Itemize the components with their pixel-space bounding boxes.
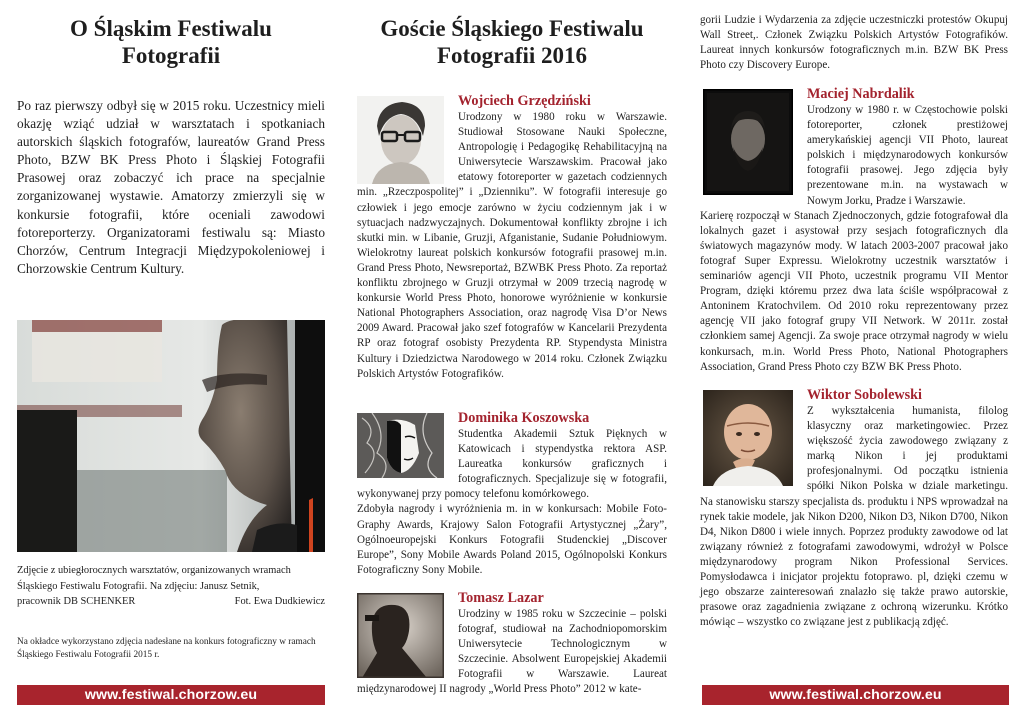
guest-portrait	[357, 593, 444, 678]
guest-bio-text: Urodziny w 1985 roku w Szczecinie – polski fotograf, studiował na Zachodniopomorskim Uniwersytecie Technologicznym w Szczecinie. Absolwent Europejskiej Akademii Fotografii w Warszawie. Laureat międzynarodowej II nagrody „World Press Photo” 2012 w kate-	[357, 608, 667, 696]
right-column	[700, 0, 1008, 724]
guest-bio	[700, 86, 1008, 375]
guest-bio-text: Z wykształcenia humanista, filolog klasyczny oraz marketingowiec. Przez większość życia zawodowego związany z marką Nikon i jej produktami profesjonalnymi. Od początku istnienia spółki Nikon Polska w dziale marketingu. Na stanowisku starszy specjalista ds. produktu i NPS wprowadzał na rynek takie modele, jak Nikon D200, Nikon D3, Nikon D700, Nikon D4, Nikon D800 i wiele innych. Poprzez produkty zawodowe od lat związany również z fotografami zawodowymi, wdrożył w Polsce międzynarodowy program Nikon Professional Services. Pomysłodawca i inicjator projektu fotoprawo. pl, dzięki czemu w jego obszarze zainteresowań znalazło się także prawo autorskie, prasowe oraz zagadnienia związane z ochroną wizerunku. Krótko mówiąc – wszystko co związane jest z publikacją zdjęć.	[700, 405, 1008, 629]
guest-portrait	[703, 390, 793, 486]
guest-bio-text: Studentka Akademii Sztuk Pięknych w Katowicach i stypendystka rektora ASP. Laureatka konkursów graficznych i fotograficznych. Specjalizuje się w fotografii, wykonywanej przy pomocy telefonu komórkowego.	[357, 428, 667, 501]
guest-name: Maciej Nabrdalik	[807, 86, 915, 102]
guest-bio	[357, 410, 667, 578]
guest-bio	[700, 387, 1008, 630]
photo-credit: Fot. Ewa Dudkiewicz	[234, 596, 325, 607]
photo-caption: Zdjęcie z ubiegłorocznych warsztatów, organizowanych wramach Śląskiego Festiwalu Fotografii. Na zdjęciu: Janusz Setnik, pracownik DB SCHENKER Fot. Ewa Dudkiewicz	[17, 563, 325, 610]
guest-portrait	[357, 96, 444, 184]
cover-note: Na okładce wykorzystano zdjęcia nadesłane na konkurs fotograficzny w ramach Śląskiego Festiwalu Fotografii 2015 r.	[17, 637, 316, 660]
guest-name: Dominika Koszowska	[458, 410, 590, 426]
middle-column	[357, 0, 667, 724]
festival-url-link[interactable]: www.festiwal.chorzow.eu	[702, 685, 1009, 705]
guest-name: Wojciech Grzędziński	[458, 93, 591, 109]
guest-portrait	[703, 89, 793, 195]
festival-about-title: O Śląskim Festiwalu Fotografii	[70, 16, 272, 68]
guest-name: Wiktor Sobolewski	[807, 387, 922, 403]
continued-bio-text: gorii Ludzie i Wydarzenia za zdjęcie uczestniczki protestów Okupuj Wall Street,. Członek Związku Polskich Artystów Fotografików. Laureat innych konkursów fotograficznych m.in. BZW BK Press Photo czy Discovery Europe.	[700, 14, 1008, 72]
guest-bio-text: Urodzony w 1980 roku w Warszawie. Studiował Stosowane Nauki Społeczne, Antropologię i Pedagogikę Rehabilitacyjną na Uniwersytecie Warszawskim. Pracował jako etatowy fotoreporter w gazetach codziennych min. „Rzeczpospolitej” i „Dzienniku”. W fotografii interesuje go człowiek i jego emocje zarówno w życiu codziennym jak i w sytuacjach nadzwyczajnych. Dokumentował konflikty zbrojne i ich skutki min. w Libanie, Gruzji, Afganistanie, Sudanie Południowym. Wielokrotny laureat polskich konkursów fotografii prasowej m.in. Grand Press Photo, Newsreportaż, BZWBK Press Photo. Za reportaż konfliktu zbrojnego w Gruzji otrzymał w 2009 trzecią nagrodę w konkursie World Press Photo, honorowe wyróżnienie w konkursie National Photographers Association, oraz nagrodę Visa D’or News 2009 Award. Pracował jako szef fotografów w Kancelarii Prezydenta RP oraz fotograf osobisty Prezydenta RP. Stypendysta Ministra Kultury i Dziedzictwa Narodowego w 2014 roku. Członek Związku Polskich Artystów Fotografików.	[357, 111, 667, 380]
guest-portrait	[357, 413, 444, 478]
guests-title: Goście Śląskiego Festiwalu Fotografii 2016	[380, 16, 644, 68]
guest-name: Tomasz Lazar	[458, 590, 544, 606]
festival-intro-text: Po raz pierwszy odbył się w 2015 roku. Uczestnicy mieli okazję wziąć udział w warsztatach i spotkaniach autorskich śląskich fotografów, laureatów Grand Press Photo, BZW BK Press Photo i Śląskiej Fotografii Prasowej oraz zobaczyć ich prace na specjalnie zorganizowanej wystawie. Amatorzy zmierzyli się w konkursie fotografii, które oceniali zawodowi fotoreporterzy. Organizatorami festiwalu są: Miasto Chorzów, Centrum Integracji Międzypokoleniowej i Chorzowskie Centrum Kultury.	[17, 98, 325, 276]
guest-bio-text: Urodzony w 1980 r. w Częstochowie polski fotoreporter, członek prestiżowej amerykańskiej agencji VII Photo, laureat polskich i międzynarodowych konkursów fotografii prasowej. Jego zdjęcia były prezentowane m.in. na wystawach w Nowym Jorku, Pradze i Warszawie.	[807, 104, 1008, 207]
guest-bio	[357, 590, 667, 698]
workshop-photo	[17, 320, 325, 552]
guest-bio-text-career: Karierę rozpoczął w Stanach Zjednoczonych, gdzie fotografował dla lokalnych gazet i asystował przy sesjach fotograficznych dla światowych magazynów mody. W latach 2003-2007 pracował jako fotograf Super Expressu. Wielokrotny uczestnik warsztatów i seminariów agencji VII Photo, uczestnik programu VII Mentor Program, dzięki któremu przez dwa lata ściśle współpracował z Antoninem Kratochvilem. Od 2010 roku reprezentowany przez agencję VII jako fotograf grupy VII Network. W 2011r. został członkiem samej Agencji. Za swoje prace otrzymał nagrody w wielu konkursach, m.in. World Press Photo, National Photographers Association, Grand Press Photo czy BZW BK Press Photo.	[700, 209, 1008, 373]
guest-bio	[357, 93, 667, 382]
left-column	[17, 0, 325, 724]
guest-bio-text-awards: Zdobyła nagrody i wyróżnienia m. in w konkursach: Mobile Foto-Graphy Awards, Krajowy Salon Fotografii Artystycznej „Żary”, Ogólnoeuropejski Konkurs Fotografii Studenckiej „Discover Europe”, Sony Mobile Awards Poland 2015, Ogólnopolski Konkurs Fotograficzny Sony Mobile.	[357, 503, 667, 576]
festival-url-link[interactable]: www.festiwal.chorzow.eu	[17, 685, 325, 705]
